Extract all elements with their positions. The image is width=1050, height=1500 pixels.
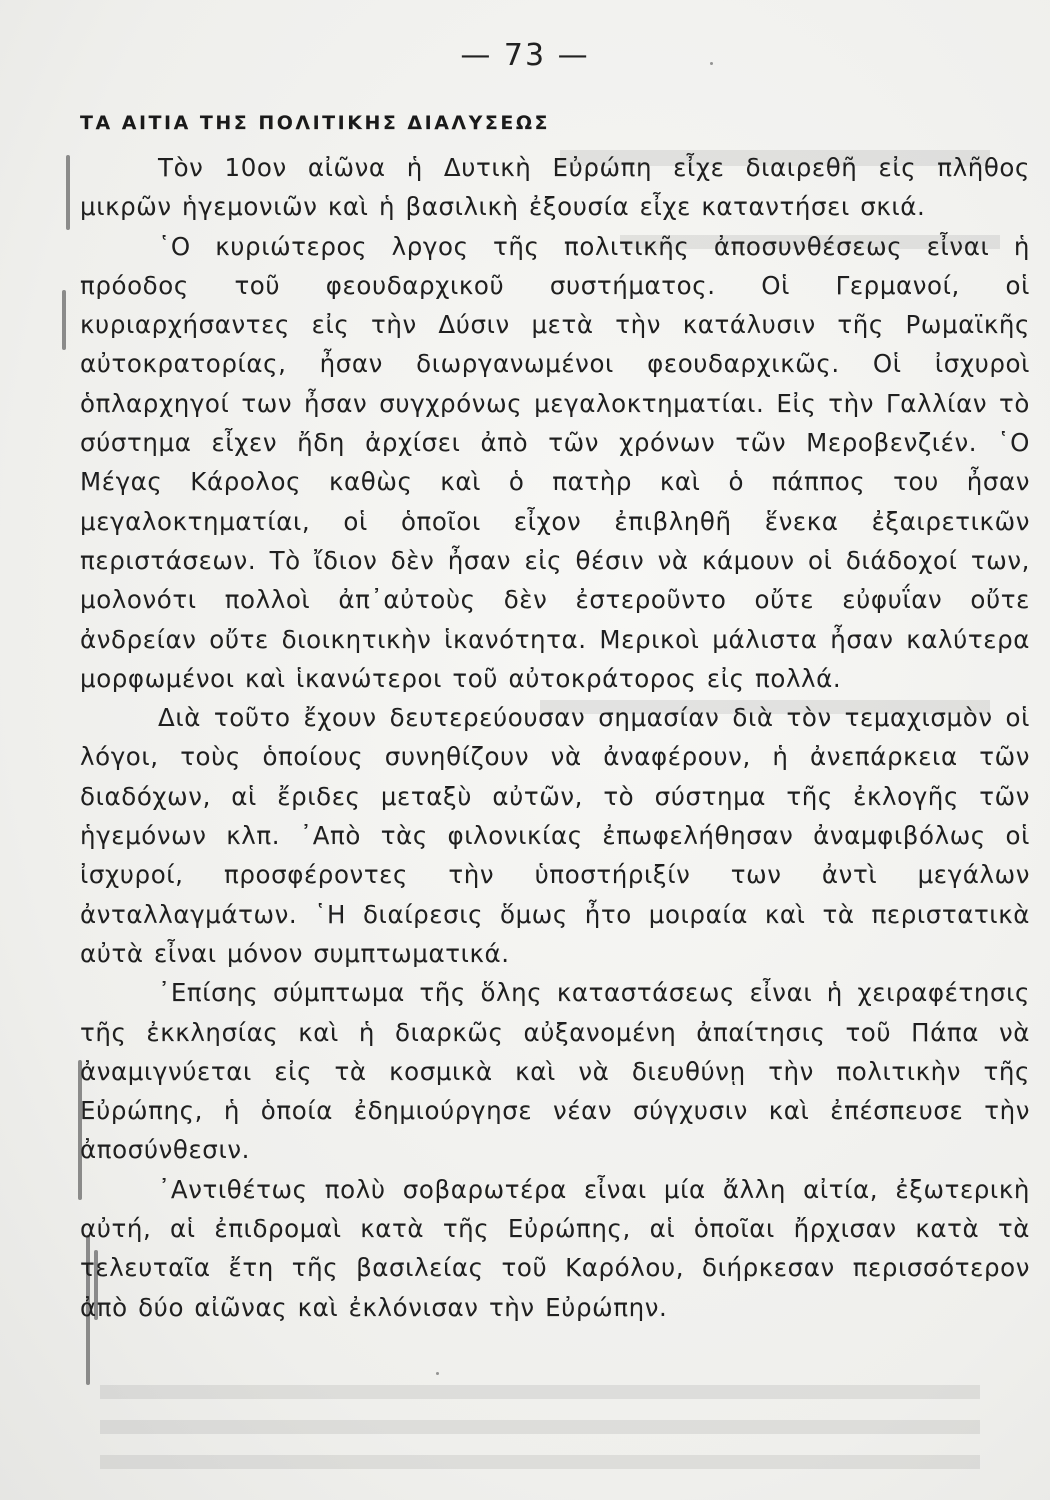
paragraph: Τὸν 10ον αἰῶνα ἡ Δυτικὴ Εὐρώπη εἶχε διαιρεθῆ εἰς πλῆθος μικρῶν ἡγεμονιῶν καὶ ἡ βασιλικὴ ἐξουσία εἶχε καταντήσει σκιά. <box>80 153 1030 222</box>
body-text <box>80 148 1030 1327</box>
bleed-through-shadow <box>100 1385 980 1399</box>
paragraph: ῾Ο κυριώτερος λργος τῆς πολιτικῆς ἀποσυνθέσεως εἶναι ἡ πρόοδος τοῦ φεουδαρχικοῦ συστήματος. Οἱ Γερμανοί, οἱ κυριαρχήσαντες εἰς τὴν Δύσιν μετὰ τὴν κατάλυσιν τῆς Ρωμαϊκῆς αὐτοκρατορίας, ἦσαν διωργανωμένοι φεουδαρχικῶς. Οἱ ἰσχυροὶ ὁπλαρχηγοί των ἦσαν συγχρόνως μεγαλοκτηματίαι. Εἰς τὴν Γαλλίαν τὸ σύστημα εἶχεν ἤδη ἀρχίσει ἀπὸ τῶν χρόνων τῶν Μεροβενζιέν. ῾Ο Μέγας Κάρολος καθὼς καὶ ὁ πατὴρ καὶ ὁ πάππος του ἦσαν μεγαλοκτηματίαι, οἱ ὁποῖοι εἶχον ἐπιβληθῆ ἕνεκα ἐξαιρετικῶν περιστάσεων. Τὸ ἴδιον δὲν ἦσαν εἰς θέσιν νὰ κάμουν οἱ διάδοχοί των, μολονότι πολλοὶ ἀπ᾿αὐτοὺς δὲν ἐστεροῦντο οὔτε εὐφυΐαν οὔτε ἀνδρείαν οὔτε διοικητικὴν ἱκανότητα. Μερικοὶ μάλιστα ἦσαν καλύτερα μορφωμένοι καὶ ἱκανώτεροι τοῦ αὐτοκράτορος εἰς πολλά. <box>80 231 1030 693</box>
bleed-through-shadow <box>100 1455 980 1469</box>
margin-pencil-mark <box>62 290 66 350</box>
print-speck <box>436 1372 439 1375</box>
paragraph: ᾿Αντιθέτως πολὺ σοβαρωτέρα εἶναι μία ἄλλη αἰτία, ἐξωτερικὴ αὐτή, αἱ ἐπιδρομαὶ κατὰ τῆς Εὐρώπης, αἱ ὁποῖαι ἤρχισαν κατὰ τὰ τελευταῖα ἔτη τῆς βασιλείας τοῦ Καρόλου, διήρκεσαν περισσότερον ἀπὸ δύο αἰῶνας καὶ ἐκλόνισαν τὴν Εὐρώπην. <box>80 1174 1030 1322</box>
margin-pencil-mark <box>66 155 70 230</box>
page-number: — 73 — <box>460 38 590 73</box>
bleed-through-shadow <box>100 1420 980 1434</box>
paragraph: Διὰ τοῦτο ἔχουν δευτερεύουσαν σημασίαν διὰ τὸν τεμαχισμὸν οἱ λόγοι, τοὺς ὁποίους συνηθίζουν νὰ ἀναφέρουν, ἡ ἀνεπάρκεια τῶν διαδόχων, αἱ ἔριδες μεταξὺ αὐτῶν, τὸ σύστημα τῆς ἐκλογῆς τῶν ἡγεμόνων κλπ. ᾿Απὸ τὰς φιλονικίας ἐπωφελήθησαν ἀναμφιβόλως οἱ ἰσχυροί, προσφέροντες τὴν ὑποστήριξίν των ἀντὶ μεγάλων ἀνταλλαγμάτων. ῾Η διαίρεσις ὅμως ἦτο μοιραία καὶ τὰ περιστατικὰ αὐτὰ εἶναι μόνον συμπτωματικά. <box>80 703 1030 968</box>
section-heading: ΤΑ ΑΙΤΙΑ ΤΗΣ ΠΟΛΙΤΙΚΗΣ ΔΙΑΛΥΣΕΩΣ <box>80 112 550 134</box>
paragraph: ᾿Επίσης σύμπτωμα τῆς ὅλης καταστάσεως εἶναι ἡ χειραφέτησις τῆς ἐκκλησίας καὶ ἡ διαρκῶς αὐξανομένη ἀπαίτησις τοῦ Πάπα νὰ ἀναμιγνύεται εἰς τὰ κοσμικὰ καὶ νὰ διευθύνῃ τὴν πολιτικὴν τῆς Εὐρώπης, ἡ ὁποία ἐδημιούργησε νέαν σύγχυσιν καὶ ἐπέσπευσε τὴν ἀποσύνθεσιν. <box>80 978 1030 1165</box>
